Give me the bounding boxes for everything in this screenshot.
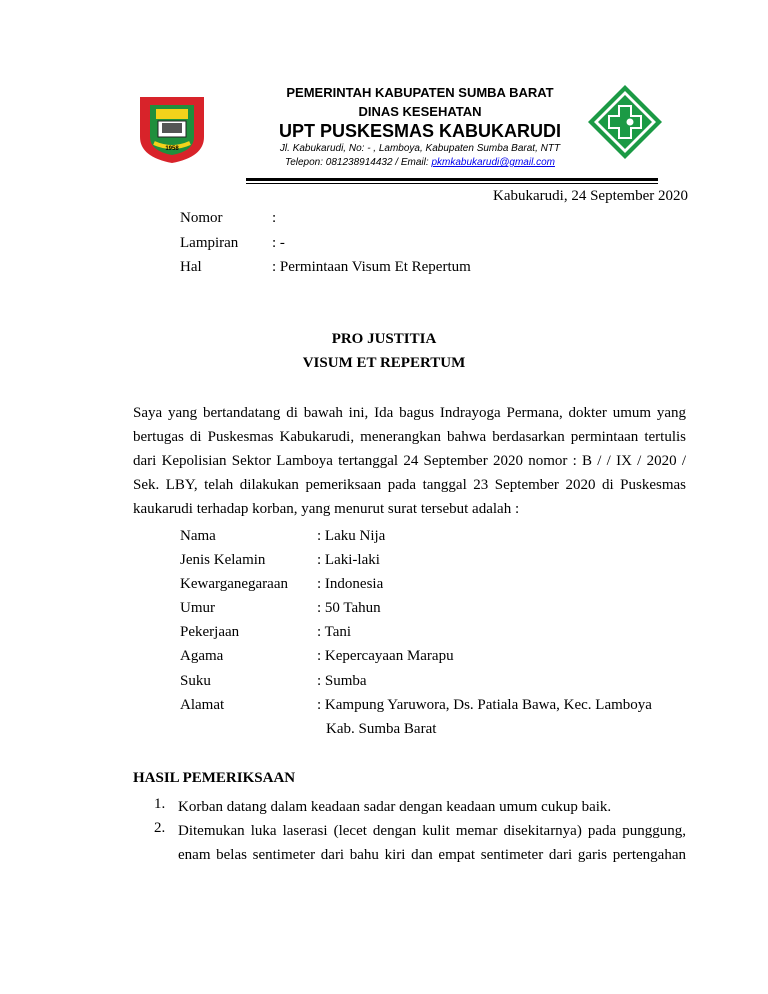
header-rule-thick	[246, 178, 658, 181]
field-value-agama: : Kepercayaan Marapu	[317, 648, 454, 664]
field-value-pekerjaan: : Tani	[317, 624, 352, 640]
field-value-kewarganegaraan: : Indonesia	[317, 576, 384, 592]
meta-value-nomor: :	[272, 210, 277, 226]
title-visum: VISUM ET REPERTUM	[302, 355, 466, 371]
finding-number-2: 2.	[154, 820, 166, 836]
field-value-suku: : Sumba	[317, 673, 367, 689]
meta-label-nomor: Nomor	[180, 210, 223, 226]
header-government: PEMERINTAH KABUPATEN SUMBA BARAT	[286, 85, 554, 100]
finding-number-1: 1.	[154, 796, 166, 812]
field-label-umur: Umur	[180, 600, 215, 616]
intro-line-3: dari Kepolisian Sektor Lamboya tertanggal 24 September 2020 nomor : B / / IX / 2020 /	[133, 453, 686, 469]
field-label-nama: Nama	[180, 528, 216, 544]
intro-line-1: Saya yang bertandatang di bawah ini, Ida bagus Indrayoga Permana, dokter umum yang	[133, 405, 686, 421]
intro-line-5: kaukarudi terhadap korban, yang menurut surat tersebut adalah :	[133, 501, 520, 517]
kabupaten-logo	[136, 93, 208, 165]
header-rule-thin	[246, 183, 658, 184]
field-value-jenis-kelamin: : Laki-laki	[317, 552, 380, 568]
field-label-agama: Agama	[180, 648, 224, 664]
intro-line-2: bertugas di Puskesmas Kabukarudi, menerangkan bahwa berdasarkan permintaan tertulis	[133, 429, 686, 445]
finding-1-line-1: Korban datang dalam keadaan sadar dengan keadaan umum cukup baik.	[178, 799, 612, 815]
section-hasil-pemeriksaan: HASIL PEMERIKSAAN	[133, 770, 296, 786]
meta-label-hal: Hal	[180, 259, 202, 275]
header-email-link[interactable]: pkmkabukarudi@gmail.com	[431, 157, 555, 168]
field-value-alamat-cont: Kab. Sumba Barat	[326, 721, 437, 737]
header-contact	[230, 157, 610, 168]
field-value-nama: : Laku Nija	[317, 528, 386, 544]
finding-2-line-1: Ditemukan luka laserasi (lecet dengan kulit memar disekitarnya) pada punggung,	[178, 823, 686, 839]
field-value-umur: : 50 Tahun	[317, 600, 381, 616]
field-label-suku: Suku	[180, 673, 211, 689]
header-address: Jl. Kabukarudi, No: - , Lamboya, Kabupaten Sumba Barat, NTT	[279, 143, 561, 154]
header-department: DINAS KESEHATAN	[358, 104, 482, 119]
letter-date: Kabukarudi, 24 September 2020	[493, 188, 688, 204]
finding-2-line-2: enam belas sentimeter dari bahu kiri dan empat sentimeter dari garis pertengahan	[178, 847, 686, 863]
svg-text:1958: 1958	[165, 146, 179, 152]
meta-label-lampiran: Lampiran	[180, 235, 239, 251]
meta-value-lampiran: : -	[272, 235, 285, 251]
header-phone: Telepon: 081238914432 / Email:	[285, 157, 432, 168]
title-pro-justitia: PRO JUSTITIA	[331, 331, 437, 347]
header-institution: UPT PUSKESMAS KABUKARUDI	[278, 121, 561, 141]
field-label-alamat: Alamat	[180, 697, 225, 713]
field-label-kewarganegaraan: Kewarganegaraan	[180, 576, 288, 592]
field-value-alamat: : Kampung Yaruwora, Ds. Patiala Bawa, Kec. Lamboya	[317, 697, 652, 713]
field-label-jenis-kelamin: Jenis Kelamin	[180, 552, 266, 568]
meta-value-hal: : Permintaan Visum Et Repertum	[272, 259, 471, 275]
intro-line-4: Sek. LBY, telah dilakukan pemeriksaan pada tanggal 23 September 2020 di Puskesmas	[133, 477, 686, 493]
field-label-pekerjaan: Pekerjaan	[180, 624, 240, 640]
